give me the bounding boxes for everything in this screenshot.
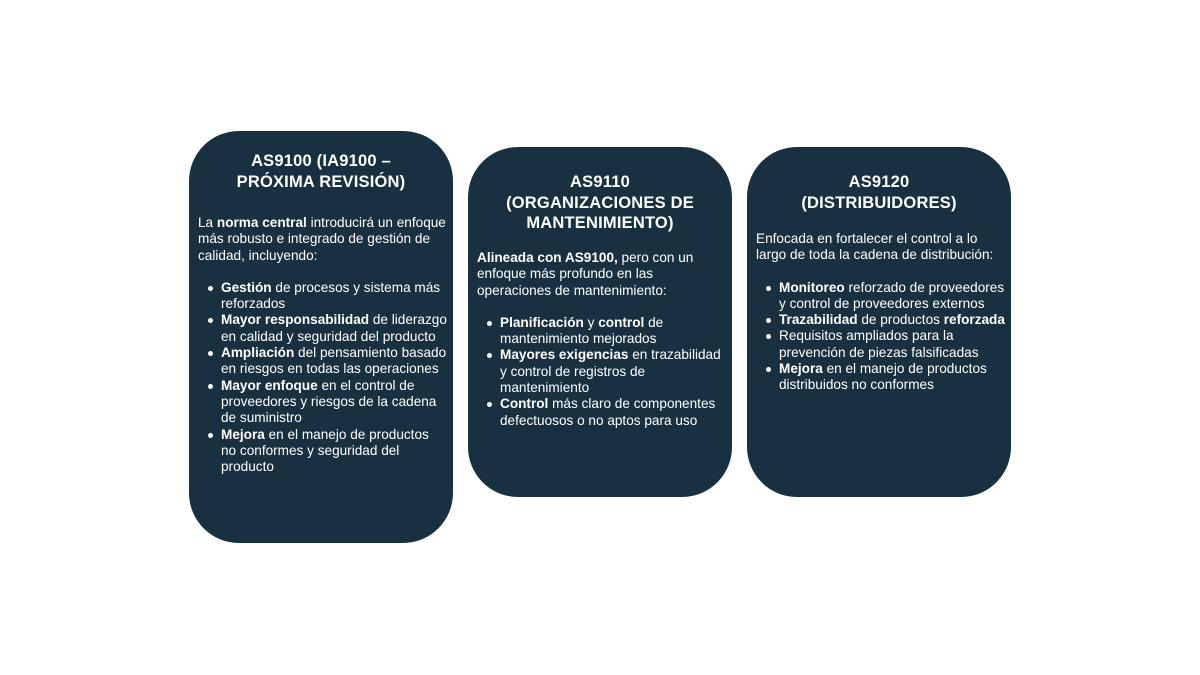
text-run: de liderazgo en calidad y seguridad del producto xyxy=(221,312,447,344)
text-run: de mantenimiento mejorados xyxy=(500,314,664,347)
text-run: y xyxy=(583,314,599,330)
bold-text: norma central xyxy=(216,215,307,230)
bullet-item xyxy=(198,345,447,378)
bold-text: Gestión xyxy=(221,279,272,295)
bold-text: Mayor enfoque xyxy=(221,377,318,393)
bold-text: Trazabilidad xyxy=(779,312,858,328)
card-as9100 xyxy=(189,131,453,543)
bullet-item xyxy=(756,280,1005,313)
bullet-dot-icon xyxy=(487,402,492,407)
card-intro xyxy=(756,231,1005,264)
card-title xyxy=(474,172,726,234)
card-title-line: (DISTRIBUIDORES) xyxy=(801,193,957,212)
bullet-dot-icon xyxy=(766,367,771,372)
bold-text: Mayores exigencias xyxy=(500,347,629,363)
bullet-item xyxy=(477,396,726,429)
bold-text: reforzada xyxy=(943,312,1005,328)
text-run: La xyxy=(198,215,217,230)
bullet-item xyxy=(198,427,447,476)
bold-text: control xyxy=(598,314,645,330)
bold-text: Ampliación xyxy=(221,345,295,361)
text-run: en trazabilidad y control de registros de mantenimiento xyxy=(500,347,721,396)
card-title xyxy=(753,172,1005,213)
text-run: en el control de proveedores y riesgos de la cadena de suministro xyxy=(221,377,437,426)
bullet-item xyxy=(756,328,1005,361)
text-run: de productos xyxy=(857,312,944,328)
bullet-dot-icon xyxy=(208,286,213,291)
bold-text: Mayor responsabilidad xyxy=(221,312,370,328)
bullet-item xyxy=(756,312,1005,328)
card-as9120 xyxy=(747,147,1011,497)
bullet-dot-icon xyxy=(766,334,771,339)
text-run: en el manejo de productos no conformes y seguridad del producto xyxy=(221,426,429,475)
bullet-dot-icon xyxy=(487,321,492,326)
card-title-line: PRÓXIMA REVISIÓN) xyxy=(236,172,406,191)
bullet-item xyxy=(477,347,726,396)
card-intro xyxy=(477,250,726,299)
text-run: Enfocada en fortalecer el control a lo largo de toda la cadena de distribución: xyxy=(756,231,994,263)
bullet-dot-icon xyxy=(766,286,771,291)
card-title-line: (ORGANIZACIONES DE xyxy=(506,193,694,212)
bullet-dot-icon xyxy=(208,318,213,323)
text-run: reforzado de proveedores y control de proveedores externos xyxy=(779,279,1005,311)
text-run: del pensamiento basado en riesgos en todas las operaciones xyxy=(221,345,447,377)
bullet-dot-icon xyxy=(208,433,213,438)
text-run: pero con un enfoque más profundo en las operaciones de mantenimiento: xyxy=(477,250,694,298)
bullet-dot-icon xyxy=(208,384,213,389)
bullet-dot-icon xyxy=(487,353,492,358)
text-run: de procesos y sistema más reforzados xyxy=(221,279,441,312)
bullet-item xyxy=(198,378,447,427)
bullet-dot-icon xyxy=(766,318,771,323)
bold-text: Mejora xyxy=(221,426,265,442)
bold-text: Alineada con AS9100, xyxy=(477,250,618,265)
card-body xyxy=(198,215,447,475)
card-title xyxy=(195,151,447,192)
text-run: más claro de componentes defectuosos o no aptos para uso xyxy=(500,396,716,428)
bullet-list xyxy=(756,280,1005,394)
bullet-item xyxy=(198,280,447,313)
bold-text: Mejora xyxy=(779,361,823,377)
bullet-item xyxy=(756,361,1005,394)
text-run: introducirá un enfoque más robusto e integrado de gestión de calidad, incluyendo: xyxy=(198,215,446,263)
bullet-item xyxy=(198,312,447,345)
card-title-line: MANTENIMIENTO) xyxy=(526,214,674,232)
card-intro xyxy=(198,215,447,264)
card-as9110 xyxy=(468,147,732,497)
card-body xyxy=(477,250,726,429)
bullet-list xyxy=(477,315,726,429)
bullet-item xyxy=(477,315,726,348)
bullet-dot-icon xyxy=(208,351,213,356)
card-title-line: AS9100 (IA9100 – xyxy=(251,152,391,170)
text-run: Requisitos ampliados para la prevención de piezas falsificadas xyxy=(779,328,979,360)
bold-text: Control xyxy=(500,396,549,412)
card-title-line: AS9120 xyxy=(848,173,910,191)
bold-text: Monitoreo xyxy=(779,279,845,295)
card-title-line: AS9110 xyxy=(570,173,630,191)
bold-text: Planificación xyxy=(500,314,584,330)
card-body xyxy=(756,231,1005,394)
bullet-list xyxy=(198,280,447,476)
text-run: en el manejo de productos distribuidos no conformes xyxy=(779,361,987,393)
